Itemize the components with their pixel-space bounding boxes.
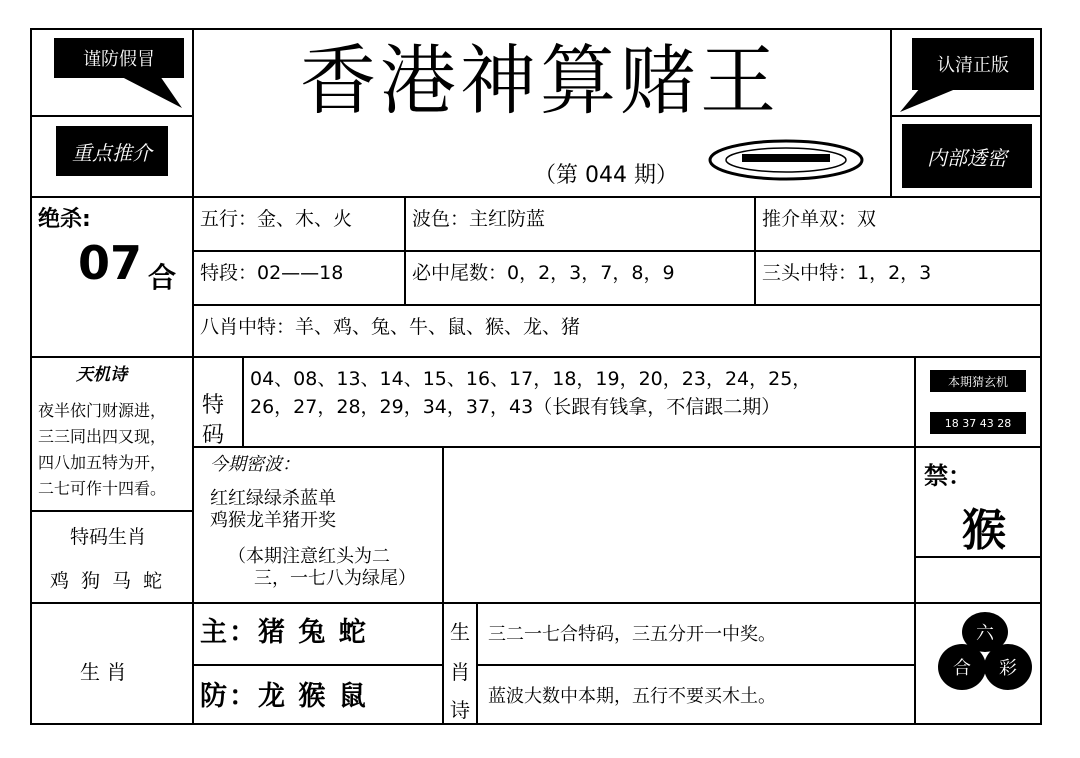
poem-label-divider: [476, 602, 478, 724]
poem-lines-divider: [476, 664, 914, 666]
badge-anti-counterfeit: [54, 38, 184, 78]
grid-row-line-1: [192, 250, 1042, 252]
poem-line-2: 蓝波大数中本期，五行不要买木土。: [488, 686, 776, 707]
mibo-line-2: 鸡猴龙羊猪开奖: [210, 510, 336, 531]
ban-value: 猴: [962, 505, 1006, 556]
header-left-mid-line: [30, 115, 192, 117]
header-right-mid-line: [890, 115, 1042, 117]
logo-char-3: 彩: [999, 658, 1017, 679]
badge-verify-genuine: [912, 38, 1034, 90]
tema-shengxiao-values: 鸡 狗 马 蛇: [50, 570, 166, 592]
page-title: 香港神算赌王: [300, 36, 780, 125]
issue-number: （第 044 期）: [534, 163, 678, 188]
tema-label-bottom: 码: [202, 423, 225, 448]
header-right-divider: [890, 28, 892, 198]
bose-cell: 波色：主红防蓝: [412, 208, 546, 230]
header-bottom-line: [30, 196, 1042, 198]
lottery-logo: [938, 612, 1032, 694]
tema-numbers-line-2: 26，27，28，29，34，37，43（长跟有钱拿，不信跟二期）: [250, 396, 781, 418]
right-code-bottom-line: [914, 446, 1042, 448]
badge-inside-info: [902, 124, 1032, 188]
mibo-title: 今期密波：: [210, 454, 300, 475]
shengxiao-label: 生 肖: [80, 660, 127, 684]
poem-label-1: 生: [450, 620, 470, 644]
tianji-poem-line-2: 三三同出四又现，: [38, 427, 167, 446]
logo-circle-right: [984, 644, 1032, 690]
tema-numbers-line-1: 04、08、13、14、15、16、17，18，19，20，23，24，25，: [250, 368, 812, 390]
tianji-poem-line-4: 二七可作十四看。: [38, 479, 167, 498]
poem-line-1: 三二一七合特码，三五分开一中奖。: [488, 624, 776, 645]
weishu-cell: 必中尾数：0，2，3，7，8，9: [412, 262, 675, 284]
zhu-shengxiao: 主：猪 兔 蛇: [200, 617, 368, 648]
poem-label-2: 肖: [450, 660, 470, 684]
mibo-right-divider: [442, 446, 444, 724]
stamp-seal-icon: [706, 138, 866, 182]
poem-label-3: 诗: [450, 698, 470, 722]
danshuang-cell: 推介单双：双: [762, 208, 877, 230]
ban-label: 禁：: [924, 462, 972, 490]
badge-key-recommend: [56, 126, 168, 176]
tema-bottom-line: [192, 446, 914, 448]
left-poem-bottom-line: [30, 510, 192, 512]
baxiao-cell: 八肖中特：羊、鸡、兔、牛、鼠、猴、龙、猪: [200, 316, 581, 338]
tianji-poem-line-1: 夜半依门财源进，: [38, 401, 167, 420]
tianji-poem-title: 天机诗: [76, 365, 127, 385]
logo-char-1: 六: [976, 623, 994, 644]
tema-shengxiao-label: 特码生肖: [70, 526, 147, 548]
badge-inside-info-label: 内部透密: [927, 145, 1007, 170]
badge-verify-genuine-label: 认清正版: [937, 55, 1009, 76]
zhu-fang-divider: [192, 664, 442, 666]
middle-bottom-line: [30, 602, 1042, 604]
wuxing-cell: 五行：金、木、火: [200, 208, 353, 230]
header-left-divider: [192, 28, 194, 198]
mystery-code-box: [930, 412, 1026, 434]
mibo-note-1: （本期注意红头为二: [228, 546, 390, 567]
badge-anti-counterfeit-label: 谨防假冒: [83, 49, 155, 70]
logo-char-2: 合: [953, 658, 971, 679]
jue-sha-label: 绝杀:: [38, 207, 91, 232]
tema-label-top: 特: [202, 393, 225, 418]
grid-row-line-2: [192, 304, 1042, 306]
jue-sha-number: 07: [78, 236, 143, 290]
bubble-tail-right-icon: [900, 88, 960, 114]
bubble-tail-left-icon: [120, 76, 184, 110]
mystery-code-label: 18 37 43 28: [944, 416, 1012, 430]
teduan-cell: 特段：02——18: [200, 262, 344, 284]
santou-cell: 三头中特：1，2，3: [762, 262, 932, 284]
mibo-note-2: 三，一七八为绿尾）: [254, 568, 416, 589]
badge-key-recommend-label: 重点推介: [72, 140, 152, 165]
tianji-poem-line-3: 四八加五特为开，: [38, 453, 167, 472]
mibo-line-1: 红红绿绿杀蓝单: [210, 488, 336, 509]
mystery-panel-title: [930, 370, 1026, 392]
logo-circle-left: [938, 644, 986, 690]
jue-sha-suffix: 合: [148, 261, 177, 294]
fang-shengxiao: 防：龙 猴 鼠: [200, 681, 368, 712]
grid-row-line-3: [30, 356, 1042, 358]
right-panel-divider: [914, 356, 916, 724]
tema-label-divider: [242, 356, 244, 446]
grid-divider-a: [192, 196, 194, 724]
mystery-panel-title-label: 本期猜玄机: [947, 374, 1008, 389]
